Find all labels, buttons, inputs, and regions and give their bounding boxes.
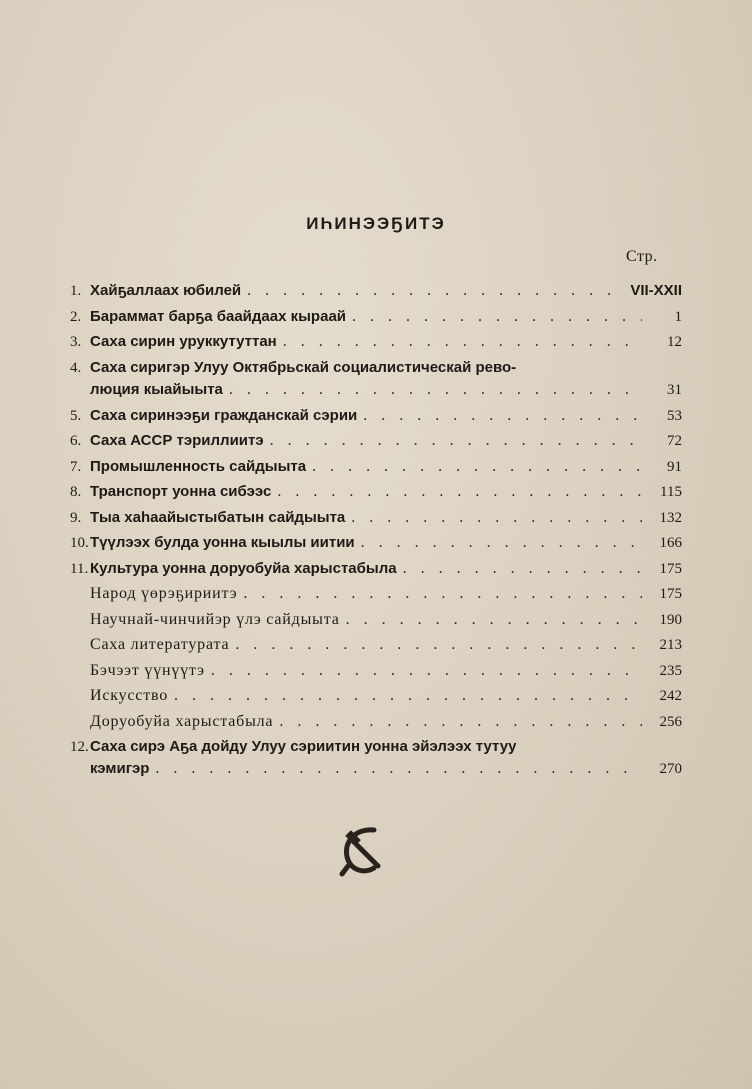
- dot-leader: [352, 308, 642, 326]
- dot-leader: [235, 636, 642, 654]
- dot-leader: [403, 560, 642, 578]
- toc-entry-title: Саха сиригэр Улуу Октябрьскай социалистическай рево-: [90, 358, 517, 376]
- toc-entry-title-continued: кэмигэр: [90, 760, 150, 777]
- toc-page-number: 91: [667, 458, 682, 475]
- toc-entry-title: Культура уонна доруобуйа харыстабыла: [90, 559, 397, 577]
- table-of-contents: [70, 282, 682, 786]
- dot-leader: [211, 662, 642, 680]
- dot-leader: [312, 458, 642, 476]
- toc-entry-title: Научнай-чинчийэр үлэ сайдыыта: [90, 610, 340, 628]
- toc-entry-title: Хайҕаллаах юбилей: [90, 282, 242, 299]
- toc-number: 2.: [70, 308, 82, 325]
- toc-page-number: 115: [660, 484, 682, 500]
- dot-leader: [270, 432, 642, 450]
- toc-entry-title: Бэчээт үүнүүтэ: [90, 661, 205, 679]
- toc-entry-title: Саха сирэ Аҕа дойду Улуу сэриитин уонна эйэлээх тутуу: [90, 738, 517, 755]
- dot-leader: [346, 611, 642, 629]
- toc-page-number: 132: [659, 509, 682, 526]
- toc-row: [70, 458, 682, 484]
- toc-row: [70, 534, 682, 560]
- toc-number: 1.: [70, 283, 82, 299]
- toc-entry-title: Бараммат барҕа баайдаах кыраай: [90, 307, 347, 325]
- toc-number: 8.: [70, 484, 82, 500]
- toc-row: [70, 333, 682, 359]
- dot-leader: [279, 713, 642, 731]
- toc-row: [70, 687, 682, 713]
- toc-row: [70, 585, 682, 611]
- toc-page-number: 175: [659, 586, 682, 602]
- toc-entry-title: Саха литературата: [90, 636, 230, 653]
- toc-row: [70, 560, 682, 586]
- toc-page-number: 175: [659, 560, 682, 577]
- dot-leader: [361, 534, 642, 552]
- toc-page-number: VII-XXII: [630, 282, 682, 299]
- toc-page-number: 166: [659, 535, 682, 551]
- toc-row: [70, 611, 682, 637]
- toc-number: 7.: [70, 458, 82, 475]
- toc-row: [70, 738, 682, 782]
- dot-leader: [155, 760, 642, 778]
- dot-leader: [243, 585, 642, 603]
- toc-entry-title: Тыа хаһаайыстыбатын сайдыыта: [90, 508, 346, 526]
- toc-number: 10.: [70, 535, 89, 551]
- toc-number: 3.: [70, 334, 82, 350]
- toc-entry-title: Саха сиринээҕи гражданскай сэрии: [90, 406, 358, 424]
- toc-entry-title: Саха АССР тэриллиитэ: [90, 432, 264, 449]
- dot-leader: [229, 381, 642, 399]
- toc-row: [70, 636, 682, 662]
- toc-page-number: 242: [659, 688, 682, 704]
- toc-row: [70, 713, 682, 739]
- toc-entry-title: Түүлээх булда уонна кыылы иитии: [90, 534, 355, 551]
- toc-entry-title: Транспорт уонна сибээс: [90, 483, 272, 500]
- toc-number: 11.: [70, 560, 89, 577]
- toc-entry-title: Искусство: [90, 687, 169, 704]
- dot-leader: [283, 333, 642, 351]
- toc-row: [70, 483, 682, 509]
- toc-row: [70, 432, 682, 458]
- toc-entry-title: Саха сирин уруккутуттан: [90, 333, 277, 350]
- toc-page-number: 12: [667, 334, 682, 350]
- toc-page-number: 190: [659, 611, 682, 628]
- toc-number: 9.: [70, 509, 82, 526]
- toc-number: 4.: [70, 359, 82, 376]
- toc-row: [70, 509, 682, 535]
- toc-page-number: 72: [667, 433, 682, 449]
- toc-page-number: 235: [659, 662, 682, 679]
- toc-row: [70, 359, 682, 403]
- toc-number: 12.: [70, 739, 89, 755]
- toc-number: 6.: [70, 433, 82, 449]
- toc-number: 5.: [70, 407, 82, 424]
- hammer-and-sickle-icon: [334, 820, 390, 880]
- page-column-label: Стр.: [626, 248, 658, 265]
- toc-entry-title: Доруобуйа харыстабыла: [90, 712, 274, 730]
- dot-leader: [351, 509, 642, 527]
- toc-row: [70, 407, 682, 433]
- toc-row: [70, 308, 682, 334]
- dot-leader: [363, 407, 642, 425]
- toc-entry-title: Народ үөрэҕириитэ: [90, 585, 238, 602]
- page-title: ИҺИНЭЭҔИТЭ: [306, 214, 446, 233]
- toc-row: [70, 662, 682, 688]
- toc-page-number: 270: [659, 761, 682, 777]
- toc-page-number: 53: [667, 407, 682, 424]
- dot-leader: [277, 483, 642, 501]
- toc-page-number: 213: [659, 637, 682, 653]
- toc-entry-title: Промышленность сайдыыта: [90, 457, 307, 475]
- toc-page-number: 31: [667, 381, 682, 398]
- toc-entry-title-continued: люция кыайыыта: [90, 380, 223, 398]
- dot-leader: [174, 687, 642, 705]
- dot-leader: [247, 282, 624, 300]
- toc-page-number: 1: [674, 308, 682, 325]
- toc-row: [70, 282, 682, 308]
- toc-page-number: 256: [659, 713, 682, 730]
